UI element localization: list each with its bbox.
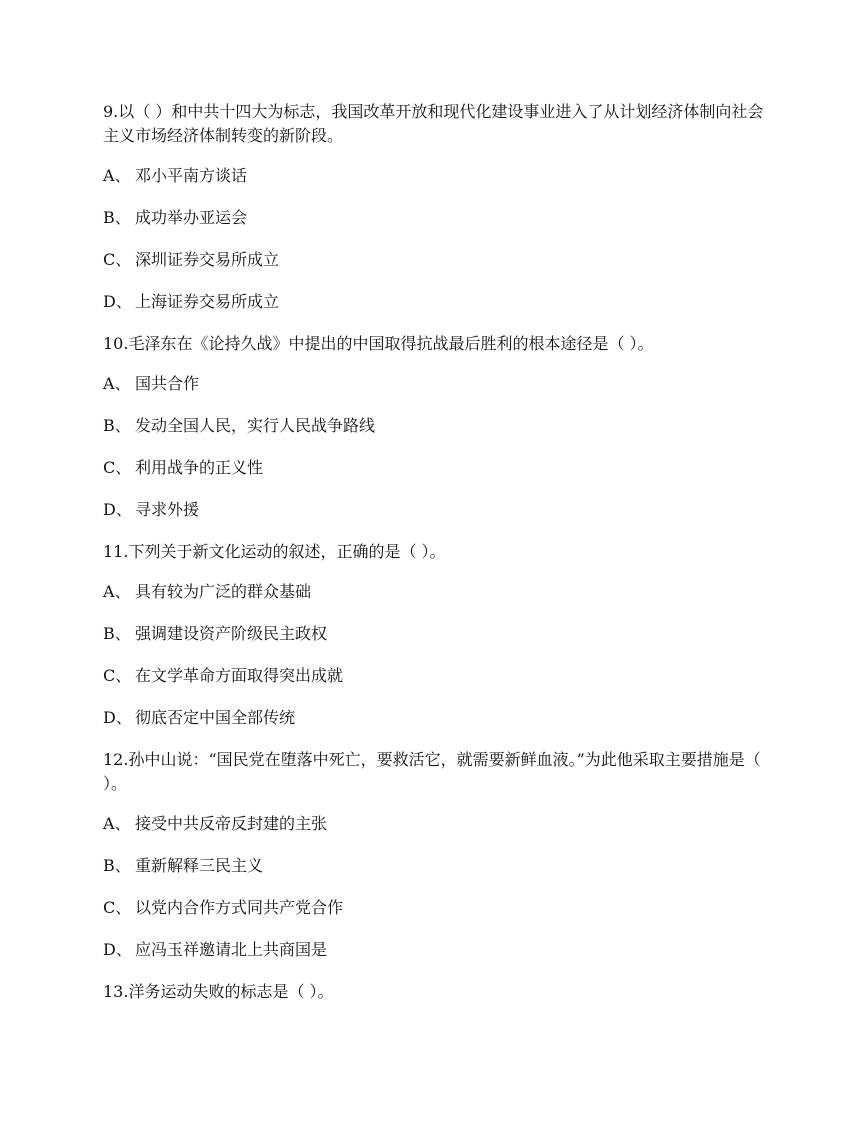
option-a	[103, 372, 773, 396]
option-letter: B、	[103, 208, 131, 227]
option-text: 上海证券交易所成立	[135, 292, 280, 311]
option-c	[103, 456, 773, 480]
option-letter: B、	[103, 856, 131, 875]
option-letter: A、	[103, 814, 131, 833]
question-text: 13.洋务运动失败的标志是（ ）。	[103, 982, 334, 1001]
option-d	[103, 498, 773, 522]
option-b	[103, 414, 773, 438]
option-b	[103, 854, 773, 878]
option-c	[103, 896, 773, 920]
option-a	[103, 580, 773, 604]
option-text: 国共合作	[135, 374, 200, 393]
option-text: 接受中共反帝反封建的主张	[135, 814, 328, 833]
option-text: 寻求外援	[135, 500, 200, 519]
option-letter: A、	[103, 166, 131, 185]
option-letter: C、	[103, 250, 132, 269]
option-text: 在文学革命方面取得突出成就	[135, 666, 344, 685]
option-b	[103, 622, 773, 646]
question-13	[103, 980, 773, 1004]
option-text: 彻底否定中国全部传统	[135, 708, 296, 727]
option-letter: B、	[103, 416, 131, 435]
question-12	[103, 748, 773, 962]
option-letter: A、	[103, 374, 131, 393]
option-d	[103, 290, 773, 314]
option-text: 具有较为广泛的群众基础	[135, 582, 312, 601]
option-letter: C、	[103, 458, 132, 477]
option-text: 重新解释三民主义	[135, 856, 264, 875]
option-letter: D、	[103, 708, 132, 727]
question-10	[103, 332, 773, 522]
option-letter: A、	[103, 582, 131, 601]
option-text: 深圳证券交易所成立	[135, 250, 280, 269]
option-letter: C、	[103, 898, 132, 917]
question-text: 9.以（ ）和中共十四大为标志，我国改革开放和现代化建设事业进入了从计划经济体制向社会主义市场经济体制转变的新阶段。	[103, 102, 764, 145]
option-c	[103, 248, 773, 272]
question-text: 12.孙中山说：“国民党在堕落中死亡，要救活它，就需要新鲜血液。”为此他采取主要措施是（ ）。	[103, 750, 761, 793]
option-b	[103, 206, 773, 230]
question-list	[103, 100, 773, 1020]
question-11	[103, 540, 773, 730]
option-text: 应冯玉祥邀请北上共商国是	[135, 940, 328, 959]
option-a	[103, 812, 773, 836]
question-text: 11.下列关于新文化运动的叙述，正确的是（ ）。	[103, 542, 446, 561]
option-letter: B、	[103, 624, 131, 643]
option-letter: D、	[103, 292, 132, 311]
question-9	[103, 100, 773, 314]
question-text: 10.毛泽东在《论持久战》中提出的中国取得抗战最后胜利的根本途径是（ ）。	[103, 334, 654, 353]
option-text: 发动全国人民，实行人民战争路线	[135, 416, 376, 435]
option-text: 利用战争的正义性	[135, 458, 264, 477]
option-letter: D、	[103, 940, 132, 959]
option-text: 以党内合作方式同共产党合作	[135, 898, 344, 917]
option-a	[103, 164, 773, 188]
option-c	[103, 664, 773, 688]
option-letter: C、	[103, 666, 132, 685]
option-d	[103, 938, 773, 962]
option-text: 强调建设资产阶级民主政权	[135, 624, 328, 643]
option-letter: D、	[103, 500, 132, 519]
option-text: 邓小平南方谈话	[135, 166, 248, 185]
option-d	[103, 706, 773, 730]
option-text: 成功举办亚运会	[135, 208, 248, 227]
